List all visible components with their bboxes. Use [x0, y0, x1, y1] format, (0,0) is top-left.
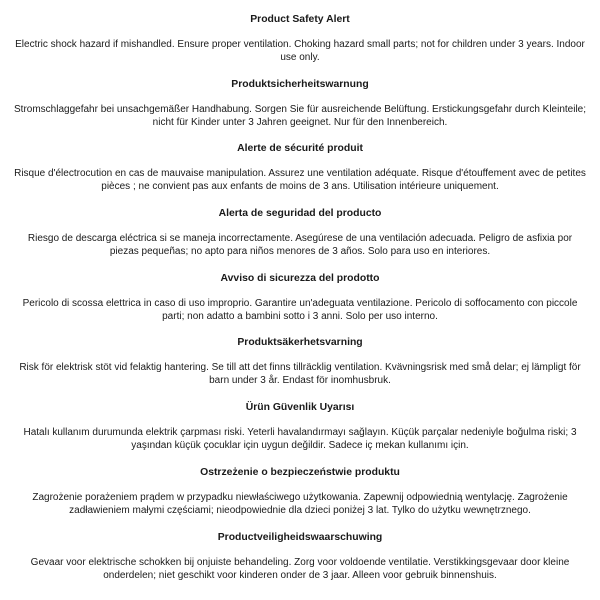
warning-block-turkish	[14, 401, 586, 466]
warning-text-swedish: Risk för elektrisk stöt vid felaktig hantering. Se till att det finns tillräcklig ventilation. Kvävningsrisk med små delar; ej lämpligt för barn under 3 år. Endast för inomhusbruk.	[19, 362, 581, 387]
warning-text-italian: Pericolo di scossa elettrica in caso di uso improprio. Garantire un'adeguata ventilazione. Pericolo di soffocamento con piccole parti; non adatto a bambini sotto i 3 anni. Solo per uso interno.	[22, 297, 578, 322]
warning-block-spanish	[14, 207, 586, 272]
warning-title-swedish: Produktsäkerhetsvarning	[237, 337, 363, 349]
warning-block-italian	[14, 272, 586, 337]
warning-text-french: Risque d'électrocution en cas de mauvaise manipulation. Assurez une ventilation adéquate. Risque d'étouffement avec de petites pièces ; ne convient pas aux enfants de moins de 3 ans. Utilisation intérieure uniquement.	[14, 168, 586, 193]
warning-title-polish: Ostrzeżenie o bezpieczeństwie produktu	[200, 466, 400, 478]
warning-text-dutch: Gevaar voor elektrische schokken bij onjuiste behandeling. Zorg voor voldoende ventilatie. Verstikkingsgevaar door kleine onderdelen; niet geschikt voor kinderen onder de 3 jaar. Alleen voor gebruik binnenshuis.	[30, 556, 570, 581]
warning-title-german: Produktsicherheitswarnung	[231, 78, 369, 90]
warning-title-french: Alerte de sécurité produit	[237, 143, 363, 155]
warning-text-german: Stromschlaggefahr bei unsachgemäßer Handhabung. Sorgen Sie für ausreichende Belüftung. Erstickungsgefahr durch Kleinteile; nicht für Kinder unter 3 Jahren geeignet. Nur für den Innenbereich.	[14, 103, 587, 128]
warning-title-spanish: Alerta de seguridad del producto	[218, 208, 382, 220]
warning-text-spanish: Riesgo de descarga eléctrica si se maneja incorrectamente. Asegúrese de una ventilación adecuada. Peligro de asfixia por piezas pequeñas; no apto para niños menores de 3 años. Solo para uso en interiores.	[27, 233, 573, 258]
warning-text-polish: Zagrożenie porażeniem prądem w przypadku niewłaściwego użytkowania. Zapewnij odpowiednią wentylację. Zagrożenie zadławieniem małymi częściami; nieodpowiednie dla dzieci poniżej 3 lat. Tylko do użytku wewnętrznego.	[32, 491, 568, 516]
warning-title-italian: Avviso di sicurezza del prodotto	[220, 272, 380, 284]
warning-text-english: Electric shock hazard if mishandled. Ensure proper ventilation. Choking hazard small parts; not for children under 3 years. Indoor use only.	[15, 39, 585, 63]
warning-block-german	[14, 78, 586, 143]
warning-block-english	[14, 13, 586, 78]
warning-block-swedish	[14, 336, 586, 401]
warning-title-turkish: Ürün Güvenlik Uyarısı	[245, 402, 355, 414]
warning-block-french	[14, 142, 586, 207]
warning-title-dutch: Productveiligheidswaarschuwing	[217, 531, 383, 543]
warning-text-turkish: Hatalı kullanım durumunda elektrik çarpması riski. Yeterli havalandırmayı sağlayın. Küçük parçalar nedeniyle boğulma riski; 3 yaşından küçük çocuklar için uygun değildir. Sadece iç mekan kullanımı için.	[23, 427, 577, 452]
warning-block-polish	[14, 466, 586, 531]
warning-title-english: Product Safety Alert	[250, 14, 350, 25]
warning-block-dutch	[14, 531, 586, 596]
